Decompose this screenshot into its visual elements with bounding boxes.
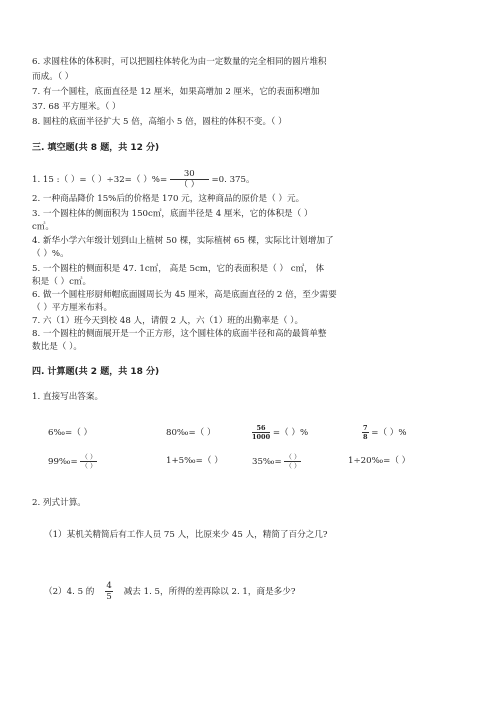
calc-r2-c3-den: （ ）: [285, 462, 301, 470]
fill-q1: [32, 169, 255, 190]
fill-q8-line1: 8. 一个圆柱的侧面展开是一个正方形，这个圆柱体的底面半径和高的最简单整: [32, 329, 327, 339]
fill-q4-line2: （ ）%。: [32, 249, 69, 259]
fill-q3-line1: 3. 一个圆柱体的侧面积为 150c㎡，底面半径是 4 厘米，它的体积是（ ）: [32, 209, 313, 219]
calc-r2-c1-num: （ ）: [81, 453, 97, 461]
calc-sub2-pre: （2）4. 5 的: [44, 587, 95, 597]
calc-r1-c3-den: 1000: [252, 433, 271, 441]
calc-r1-c1: 6‰=（ ）: [48, 428, 93, 438]
calc-sub2: [44, 581, 295, 603]
fill-q1-frac-den: （ ）: [179, 180, 200, 190]
section3-title: 三. 填空题(共 8 题，共 12 分): [32, 143, 160, 153]
calc-r2-c2: 1+5‰=（ ）: [166, 456, 223, 466]
q6-line1: 6. 求圆柱体的体积时，可以把圆柱体转化为由一定数量的完全相同的圆片堆积: [32, 57, 327, 67]
fill-q1-frac-num: 30: [170, 169, 209, 180]
calc-sub2-post: 减去 1. 5，所得的差再除以 2. 1，商是多少?: [123, 587, 296, 597]
fill-q8-line2: 数比是（ ）。: [32, 342, 82, 352]
calc-r2-c1-pre: 99‰=: [48, 457, 78, 467]
calc-r1-c2: 80‰=（ ）: [166, 428, 216, 438]
q8-text: 8. 圆柱的底面半径扩大 5 倍，高缩小 5 倍，圆柱的体积不变。（ ）: [32, 117, 287, 127]
calc-r1-c3-fraction: [252, 424, 270, 441]
calc-r1-c4-den: 8: [363, 433, 368, 441]
calc-sub2-fraction: [105, 581, 112, 602]
calc-r1-c4: [362, 421, 407, 445]
calc-r2-c3-fraction: [284, 453, 301, 470]
calc-r2-c3-pre: 35‰=: [252, 457, 282, 467]
calc-q1-intro: 1. 直接写出答案。: [32, 392, 104, 402]
calc-r2-c1-den: （ ）: [81, 462, 97, 470]
calc-r1-c4-fraction: [362, 424, 369, 441]
fill-q3-line2: c㎥。: [32, 222, 55, 232]
fill-q4-line1: 4. 新华小学六年级计划到山上植树 50 棵，实际植树 65 棵，实际比计划增加了: [32, 236, 334, 246]
fill-q2: 2. 一种商品降价 15%后的价格是 170 元，这种商品的原价是（ ）元。: [32, 194, 305, 204]
q6-line2: 而成。（ ）: [32, 72, 74, 82]
calc-sub2-den: 5: [106, 592, 112, 602]
calc-sub2-num: 4: [106, 581, 112, 591]
calc-r2-c1-fraction: [80, 453, 97, 470]
calc-r1-c3-num: 56: [252, 424, 270, 433]
section4-title: 四. 计算题(共 2 题，共 18 分): [32, 367, 160, 377]
calc-r2-c3-num: （ ）: [285, 453, 301, 461]
q7-line1: 7. 有一个圆柱，底面直径是 12 厘米，如果高增加 2 厘米，它的表面积增加: [32, 87, 320, 97]
calc-q2-intro: 2. 列式计算。: [32, 498, 86, 508]
fill-q5-line2: 积是（ ）c㎥。: [32, 277, 92, 287]
calc-r1-c4-num: 7: [363, 424, 368, 432]
calc-r2-c1: [48, 452, 97, 472]
fill-q6-line2: （ ）平方厘米布料。: [32, 303, 113, 313]
fill-q1-fraction: [170, 169, 209, 190]
fill-q5-line1: 5. 一个圆柱的侧面积是 47. 1c㎡， 高是 5cm，它的表面积是（ ） c㎡， 体: [32, 264, 325, 274]
fill-q1-pre: 1. 15 :（ ）=（ ）÷32=（ ）%=: [32, 175, 168, 185]
fill-q1-post: =0. 375。: [211, 175, 255, 185]
q7-line2: 37. 68 平方厘米。（ ）: [32, 102, 121, 112]
calc-r2-c3: [252, 452, 301, 472]
calc-sub1: （1）某机关精简后有工作人员 75 人，比原来少 45 人，精简了百分之几?: [44, 530, 328, 540]
calc-r1-c3-post: =（ ）%: [272, 428, 309, 438]
fill-q7: 7. 六（1）班今天到校 48 人，请假 2 人，六（1）班的出勤率是（ ）。: [32, 316, 304, 326]
fill-q6-line1: 6. 做一个圆柱形厨师帽底面圆周长为 45 厘米，高是底面直径的 2 倍，至少需要: [32, 290, 337, 300]
calc-r1-c3: [252, 421, 308, 445]
calc-r1-c4-post: =（ ）%: [371, 428, 407, 438]
calc-r2-c4: 1÷20‰=（ ）: [348, 456, 411, 466]
